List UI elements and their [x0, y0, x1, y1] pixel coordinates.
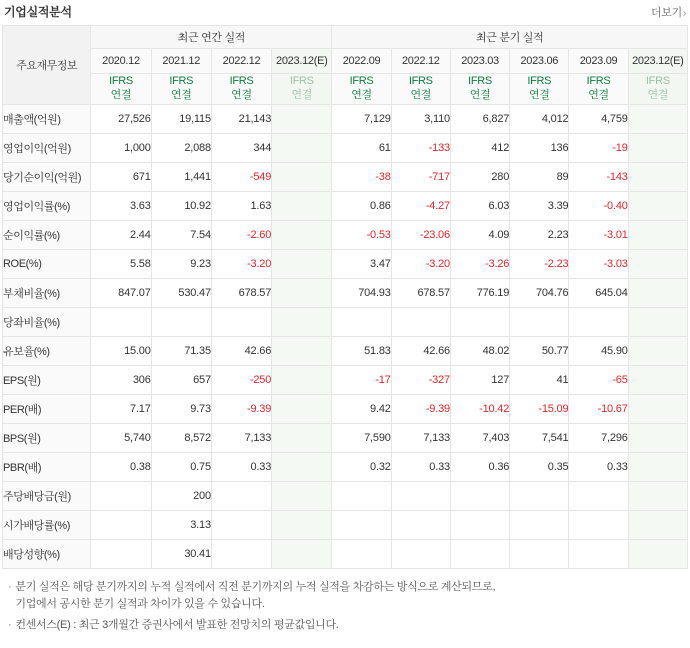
table-cell: 50.77: [510, 337, 569, 366]
table-cell: 0.38: [91, 453, 151, 482]
table-cell: [628, 105, 687, 134]
table-cell: [272, 337, 332, 366]
table-cell: 645.04: [569, 279, 628, 308]
table-cell: [628, 366, 687, 395]
table-cell: [272, 105, 332, 134]
table-row: [3, 424, 688, 453]
table-cell: 671: [91, 163, 151, 192]
table-row: [3, 308, 688, 337]
table-cell: 7,129: [332, 105, 391, 134]
table-cell: [510, 308, 569, 337]
table-cell: 0.33: [569, 453, 628, 482]
table-cell: 0.86: [332, 192, 391, 221]
table-cell: [628, 308, 687, 337]
table-cell: [272, 134, 332, 163]
table-cell: [211, 308, 271, 337]
table-row: [3, 163, 688, 192]
table-cell: 7,133: [211, 424, 271, 453]
table-cell: [510, 511, 569, 540]
table-cell: -9.39: [211, 395, 271, 424]
period-header: 2022.12: [391, 49, 450, 74]
table-cell: 15.00: [91, 337, 151, 366]
table-cell: 0.33: [211, 453, 271, 482]
table-cell: [510, 540, 569, 569]
table-cell: [272, 366, 332, 395]
table-cell: 412: [450, 134, 509, 163]
table-cell: 3.13: [151, 511, 211, 540]
row-label: PER(배): [3, 395, 91, 424]
table-cell: 61: [332, 134, 391, 163]
table-cell: 5,740: [91, 424, 151, 453]
table-cell: [628, 482, 687, 511]
panel-header: [0, 0, 690, 25]
table-cell: 7,403: [450, 424, 509, 453]
accounting-standard: IFRS 연결: [272, 74, 332, 105]
table-cell: [569, 308, 628, 337]
table-cell: 0.36: [450, 453, 509, 482]
period-header: 2023.12(E): [628, 49, 687, 74]
table-cell: 21,143: [211, 105, 271, 134]
table-cell: -250: [211, 366, 271, 395]
table-body: [3, 105, 688, 569]
table-cell: [211, 482, 271, 511]
table-cell: 678.57: [391, 279, 450, 308]
table-row: [3, 192, 688, 221]
table-cell: [91, 511, 151, 540]
table-cell: 0.33: [391, 453, 450, 482]
table-cell: 3,110: [391, 105, 450, 134]
row-label: 주당배당금(원): [3, 482, 91, 511]
table-cell: [272, 540, 332, 569]
table-cell: 6,827: [450, 105, 509, 134]
table-cell: 89: [510, 163, 569, 192]
group-header-annual: 최근 연간 실적: [91, 26, 332, 49]
table-cell: [332, 540, 391, 569]
table-cell: 678.57: [211, 279, 271, 308]
table-row: [3, 395, 688, 424]
table-cell: 306: [91, 366, 151, 395]
table-cell: 9.23: [151, 250, 211, 279]
period-header: 2021.12: [151, 49, 211, 74]
table-group-row: [3, 26, 688, 49]
accounting-standard: IFRS 연결: [450, 74, 509, 105]
table-cell: [91, 482, 151, 511]
table-row: [3, 134, 688, 163]
table-cell: 7,590: [332, 424, 391, 453]
footnote-text: 분기 실적은 해당 분기까지의 누적 실적에서 직전 분기까지의 누적 실적을 차감하는 방식으로 계산되므로, 기업에서 공시한 분기 실적과 차이가 있을 수 있습니다.: [15, 581, 496, 611]
table-cell: [272, 192, 332, 221]
table-cell: 7,296: [569, 424, 628, 453]
table-cell: [272, 308, 332, 337]
table-cell: 3.63: [91, 192, 151, 221]
table-cell: 776.19: [450, 279, 509, 308]
table-cell: 530.47: [151, 279, 211, 308]
table-cell: [628, 250, 687, 279]
table-cell: -10.42: [450, 395, 509, 424]
table-cell: 3.39: [510, 192, 569, 221]
accounting-standard: IFRS 연결: [151, 74, 211, 105]
table-cell: -19: [569, 134, 628, 163]
table-cell: 48.02: [450, 337, 509, 366]
table-cell: -327: [391, 366, 450, 395]
group-header-quarterly: 최근 분기 실적: [332, 26, 688, 49]
table-cell: 45.90: [569, 337, 628, 366]
table-cell: [332, 482, 391, 511]
table-cell: [272, 395, 332, 424]
table-cell: [272, 482, 332, 511]
table-cell: 704.76: [510, 279, 569, 308]
table-cell: [628, 221, 687, 250]
table-cell: [450, 540, 509, 569]
table-cell: 704.93: [332, 279, 391, 308]
table-cell: 42.66: [391, 337, 450, 366]
table-cell: 6.03: [450, 192, 509, 221]
table-cell: 30.41: [151, 540, 211, 569]
table-cell: -17: [332, 366, 391, 395]
table-row: [3, 366, 688, 395]
table-cell: 19,115: [151, 105, 211, 134]
table-cell: 280: [450, 163, 509, 192]
table-cell: -3.03: [569, 250, 628, 279]
footnotes: [8, 579, 684, 634]
table-cell: [272, 511, 332, 540]
table-cell: [450, 482, 509, 511]
table-cell: [628, 453, 687, 482]
period-header: 2022.12: [211, 49, 271, 74]
table-cell: 0.75: [151, 453, 211, 482]
period-header: 2023.09: [569, 49, 628, 74]
period-header: 2023.12(E): [272, 49, 332, 74]
table-cell: [91, 540, 151, 569]
table-cell: [450, 308, 509, 337]
page-title: 기업실적분석: [4, 5, 72, 19]
period-header: 2020.12: [91, 49, 151, 74]
table-cell: [510, 482, 569, 511]
accounting-standard: IFRS 연결: [211, 74, 271, 105]
table-cell: [569, 511, 628, 540]
table-cell: 7.54: [151, 221, 211, 250]
rowhead-label: 주요재무정보: [3, 26, 91, 105]
footnote-text: 컨센서스(E) : 최근 3개월간 증권사에서 발표한 전망치의 평균값입니다.: [15, 619, 339, 632]
table-cell: 1,000: [91, 134, 151, 163]
table-cell: [211, 511, 271, 540]
table-cell: -3.26: [450, 250, 509, 279]
table-cell: 10.92: [151, 192, 211, 221]
table-cell: [91, 308, 151, 337]
period-header: 2023.03: [450, 49, 509, 74]
table-row: [3, 511, 688, 540]
table-cell: -2.23: [510, 250, 569, 279]
more-link-label: 더보기: [650, 7, 682, 19]
table-cell: [628, 395, 687, 424]
table-row: [3, 221, 688, 250]
table-cell: [272, 163, 332, 192]
table-cell: [272, 250, 332, 279]
table-cell: 2,088: [151, 134, 211, 163]
row-label: 영업이익(억원): [3, 134, 91, 163]
row-label: ROE(%): [3, 250, 91, 279]
table-cell: -0.40: [569, 192, 628, 221]
more-link[interactable]: [651, 4, 686, 20]
table-period-row: [3, 49, 688, 74]
table-cell: [391, 308, 450, 337]
table-cell: [391, 540, 450, 569]
table-cell: 2.44: [91, 221, 151, 250]
accounting-standard: IFRS 연결: [91, 74, 151, 105]
table-cell: [628, 163, 687, 192]
table-cell: 1,441: [151, 163, 211, 192]
table-cell: [569, 540, 628, 569]
table-cell: [628, 511, 687, 540]
table-standard-row: [3, 74, 688, 105]
table-cell: 9.73: [151, 395, 211, 424]
row-label: 매출액(억원): [3, 105, 91, 134]
table-row: [3, 279, 688, 308]
table-row: [3, 540, 688, 569]
table-cell: 7,133: [391, 424, 450, 453]
accounting-standard: IFRS 연결: [569, 74, 628, 105]
table-cell: 344: [211, 134, 271, 163]
table-cell: [391, 482, 450, 511]
table-cell: [272, 221, 332, 250]
table-cell: [628, 279, 687, 308]
table-cell: -9.39: [391, 395, 450, 424]
row-label: 순이익률(%): [3, 221, 91, 250]
table-cell: 4.09: [450, 221, 509, 250]
table-cell: [391, 511, 450, 540]
table-cell: -717: [391, 163, 450, 192]
bullet-icon: ·: [8, 581, 12, 593]
table-cell: 847.07: [91, 279, 151, 308]
table-cell: [450, 511, 509, 540]
table-row: [3, 337, 688, 366]
row-label: PBR(배): [3, 453, 91, 482]
table-cell: 8,572: [151, 424, 211, 453]
table-cell: 7.17: [91, 395, 151, 424]
row-label: 당좌비율(%): [3, 308, 91, 337]
table-cell: [628, 337, 687, 366]
table-cell: [628, 540, 687, 569]
table-cell: 127: [450, 366, 509, 395]
table-cell: -3.20: [391, 250, 450, 279]
row-label: 배당성향(%): [3, 540, 91, 569]
table-cell: 4,759: [569, 105, 628, 134]
row-label: 부채비율(%): [3, 279, 91, 308]
table-row: [3, 105, 688, 134]
table-cell: 1.63: [211, 192, 271, 221]
table-cell: 4,012: [510, 105, 569, 134]
table-cell: [628, 134, 687, 163]
row-label: BPS(원): [3, 424, 91, 453]
table-cell: 5.58: [91, 250, 151, 279]
table-cell: [272, 453, 332, 482]
table-cell: 657: [151, 366, 211, 395]
table-cell: 71.35: [151, 337, 211, 366]
table-cell: -133: [391, 134, 450, 163]
table-cell: 2.23: [510, 221, 569, 250]
table-cell: [332, 511, 391, 540]
table-cell: 27,526: [91, 105, 151, 134]
period-header: 2022.09: [332, 49, 391, 74]
table-cell: -143: [569, 163, 628, 192]
financial-table: [2, 25, 688, 569]
table-cell: [332, 308, 391, 337]
accounting-standard: IFRS 연결: [628, 74, 687, 105]
table-cell: 42.66: [211, 337, 271, 366]
accounting-standard: IFRS 연결: [332, 74, 391, 105]
table-row: [3, 482, 688, 511]
table-cell: -2.60: [211, 221, 271, 250]
table-row: [3, 453, 688, 482]
table-cell: [628, 424, 687, 453]
table-row: [3, 250, 688, 279]
table-cell: [272, 424, 332, 453]
row-label: 시가배당률(%): [3, 511, 91, 540]
table-cell: -10.67: [569, 395, 628, 424]
accounting-standard: IFRS 연결: [391, 74, 450, 105]
row-label: EPS(원): [3, 366, 91, 395]
table-header: [3, 26, 688, 105]
table-cell: 41: [510, 366, 569, 395]
table-cell: 9.42: [332, 395, 391, 424]
table-cell: -549: [211, 163, 271, 192]
table-cell: -4.27: [391, 192, 450, 221]
table-cell: [151, 308, 211, 337]
bullet-icon: ·: [8, 619, 12, 632]
table-cell: 200: [151, 482, 211, 511]
table-cell: [569, 482, 628, 511]
table-cell: 136: [510, 134, 569, 163]
table-cell: -3.01: [569, 221, 628, 250]
table-cell: 0.32: [332, 453, 391, 482]
table-cell: [272, 279, 332, 308]
table-cell: [628, 192, 687, 221]
period-header: 2023.06: [510, 49, 569, 74]
table-cell: -65: [569, 366, 628, 395]
chevron-right-icon: ›: [682, 8, 686, 19]
table-cell: [211, 540, 271, 569]
table-cell: -15.09: [510, 395, 569, 424]
footnote-item: [8, 617, 684, 634]
table-cell: 0.35: [510, 453, 569, 482]
table-cell: 3.47: [332, 250, 391, 279]
footnote-item: [8, 579, 684, 613]
row-label: 당기순이익(억원): [3, 163, 91, 192]
accounting-standard: IFRS 연결: [510, 74, 569, 105]
table-cell: -23.06: [391, 221, 450, 250]
table-cell: -3.20: [211, 250, 271, 279]
row-label: 영업이익률(%): [3, 192, 91, 221]
table-cell: 51.83: [332, 337, 391, 366]
row-label: 유보율(%): [3, 337, 91, 366]
table-cell: -38: [332, 163, 391, 192]
table-cell: 7,541: [510, 424, 569, 453]
table-cell: -0.53: [332, 221, 391, 250]
